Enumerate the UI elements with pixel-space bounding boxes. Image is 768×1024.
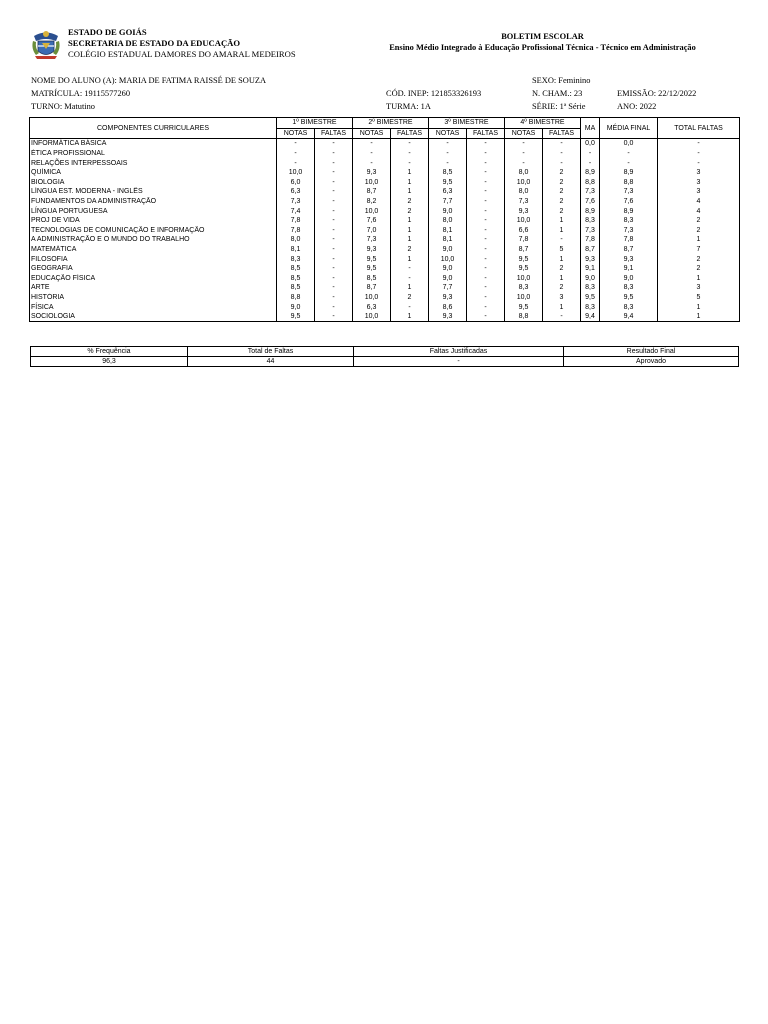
bim3-absences: -: [467, 264, 505, 274]
bim2-grade: 8,5: [353, 274, 391, 284]
bim2-absences: 1: [391, 226, 429, 236]
bim1-absences: -: [315, 168, 353, 178]
bim3-grade: -: [429, 139, 467, 149]
bim4-grade: 8,3: [505, 283, 543, 293]
table-row: [30, 264, 740, 274]
bim4-grade: 10,0: [505, 293, 543, 303]
bim4-absences: 2: [543, 187, 581, 197]
bim4-absences: 1: [543, 274, 581, 284]
bim1-absences: -: [315, 206, 353, 216]
bim2-absences: 1: [391, 283, 429, 293]
table-row: [30, 178, 740, 188]
ma-value: 8,9: [581, 206, 600, 216]
summary-header-row: [31, 347, 739, 357]
bim3-absences: -: [467, 149, 505, 159]
bim1-absences: -: [315, 283, 353, 293]
final-average: 9,0: [600, 274, 658, 284]
bim1-absences: -: [315, 312, 353, 322]
bim4-absences: 2: [543, 283, 581, 293]
summary-value-row: [31, 357, 739, 367]
bim3-absences: -: [467, 293, 505, 303]
total-absences: 5: [658, 293, 740, 303]
bim1-grade: 9,5: [277, 312, 315, 322]
faltas-header: FALTAS: [467, 128, 505, 139]
total-absences: 2: [658, 254, 740, 264]
bim3-absences: -: [467, 187, 505, 197]
subject-name: TECNOLOGIAS DE COMUNICAÇÃO E INFORMAÇÃO: [30, 226, 277, 236]
ma-value: -: [581, 158, 600, 168]
summary-table: [30, 346, 739, 367]
bim1-absences: -: [315, 302, 353, 312]
subject-name: ARTE: [30, 283, 277, 293]
document-title: BOLETIM ESCOLAR: [501, 32, 584, 41]
bim4-absences: -: [543, 158, 581, 168]
final-average: 8,9: [600, 206, 658, 216]
bim4-absences: 3: [543, 293, 581, 303]
bim2-absences: -: [391, 274, 429, 284]
course-name: Ensino Médio Integrado à Educação Profissional Técnica - Técnico em Administração: [389, 43, 696, 52]
table-header-row: [30, 118, 740, 129]
table-row: [30, 312, 740, 322]
final-average: 8,3: [600, 216, 658, 226]
bim3-absences: -: [467, 216, 505, 226]
final-average: 8,8: [600, 178, 658, 188]
bim2-grade: 10,0: [353, 293, 391, 303]
bim1-grade: -: [277, 158, 315, 168]
bimester-1-header: 1º BIMESTRE: [277, 118, 353, 129]
final-result-label: Resultado Final: [564, 347, 739, 357]
table-row: [30, 283, 740, 293]
table-row: [30, 206, 740, 216]
grades-table: [29, 117, 740, 322]
bim4-grade: -: [505, 149, 543, 159]
bim4-absences: -: [543, 235, 581, 245]
final-average: 0,0: [600, 139, 658, 149]
bim1-absences: -: [315, 293, 353, 303]
bim4-absences: 1: [543, 302, 581, 312]
ma-value: 7,3: [581, 226, 600, 236]
final-average: 9,5: [600, 293, 658, 303]
subject-name: MATEMÁTICA: [30, 245, 277, 255]
faltas-header: FALTAS: [391, 128, 429, 139]
table-row: [30, 158, 740, 168]
bim3-grade: -: [429, 158, 467, 168]
components-header: COMPONENTES CURRICULARES: [30, 118, 277, 139]
final-average: 8,9: [600, 168, 658, 178]
bimester-3-header: 3º BIMESTRE: [429, 118, 505, 129]
total-absences: 1: [658, 312, 740, 322]
bim1-grade: 8,0: [277, 235, 315, 245]
subject-name: HISTÓRIA: [30, 293, 277, 303]
total-absences: 4: [658, 206, 740, 216]
bim3-grade: 9,0: [429, 274, 467, 284]
bim4-grade: 6,6: [505, 226, 543, 236]
bim3-grade: 8,5: [429, 168, 467, 178]
bim1-grade: -: [277, 149, 315, 159]
subject-name: FÍSICA: [30, 302, 277, 312]
table-row: [30, 254, 740, 264]
bim2-absences: 2: [391, 293, 429, 303]
bim4-grade: -: [505, 139, 543, 149]
bim1-grade: 7,8: [277, 216, 315, 226]
student-shift: TURNO: Matutino: [31, 102, 95, 111]
bim3-grade: 9,5: [429, 178, 467, 188]
total-absences: 2: [658, 264, 740, 274]
notas-header: NOTAS: [353, 128, 391, 139]
bim2-grade: 10,0: [353, 206, 391, 216]
bim4-absences: 2: [543, 197, 581, 207]
final-average: 8,3: [600, 302, 658, 312]
ma-value: 0,0: [581, 139, 600, 149]
total-absences: 1: [658, 235, 740, 245]
bim1-absences: -: [315, 254, 353, 264]
ma-value: 9,1: [581, 264, 600, 274]
faltas-header: FALTAS: [543, 128, 581, 139]
table-row: [30, 245, 740, 255]
bim3-absences: -: [467, 235, 505, 245]
bim4-absences: 1: [543, 254, 581, 264]
subject-name: LÍNGUA PORTUGUESA: [30, 206, 277, 216]
bim4-absences: 2: [543, 168, 581, 178]
bim2-grade: 7,3: [353, 235, 391, 245]
final-average: 8,7: [600, 245, 658, 255]
bim1-grade: 10,0: [277, 168, 315, 178]
final-average-header: MÉDIA FINAL: [600, 118, 658, 139]
bimester-2-header: 2º BIMESTRE: [353, 118, 429, 129]
bim1-grade: 8,8: [277, 293, 315, 303]
subject-name: A ADMINISTRAÇÃO E O MUNDO DO TRABALHO: [30, 235, 277, 245]
bim4-grade: 9,3: [505, 206, 543, 216]
bim1-grade: 8,1: [277, 245, 315, 255]
bim2-absences: 1: [391, 178, 429, 188]
final-average: 9,1: [600, 264, 658, 274]
document-title-block: [380, 31, 705, 53]
bim2-absences: -: [391, 149, 429, 159]
bim1-grade: 8,3: [277, 254, 315, 264]
total-absences: 3: [658, 168, 740, 178]
table-row: [30, 168, 740, 178]
bim3-absences: -: [467, 206, 505, 216]
school-year: ANO: 2022: [617, 102, 657, 111]
table-row: [30, 187, 740, 197]
bim4-grade: 8,7: [505, 245, 543, 255]
bim2-grade: -: [353, 158, 391, 168]
bim2-absences: 1: [391, 235, 429, 245]
bim2-grade: 8,7: [353, 283, 391, 293]
bim3-grade: 9,0: [429, 206, 467, 216]
call-number: N. CHAM.: 23: [532, 89, 583, 98]
bim2-grade: 10,0: [353, 312, 391, 322]
subject-name: PROJ DE VIDA: [30, 216, 277, 226]
inep-code: CÓD. INEP: 121853326193: [386, 89, 482, 98]
bim3-grade: -: [429, 149, 467, 159]
final-average: 8,3: [600, 283, 658, 293]
bim4-grade: 10,0: [505, 274, 543, 284]
bim4-absences: 1: [543, 216, 581, 226]
total-absences: 7: [658, 245, 740, 255]
subject-name: FUNDAMENTOS DA ADMINISTRAÇÃO: [30, 197, 277, 207]
ma-value: 9,5: [581, 293, 600, 303]
state-name: ESTADO DE GOIÁS: [68, 27, 147, 37]
ma-value: 9,0: [581, 274, 600, 284]
subject-name: BIOLOGIA: [30, 178, 277, 188]
issue-date: EMISSÃO: 22/12/2022: [617, 89, 697, 98]
total-absences: 2: [658, 216, 740, 226]
bim2-grade: 7,6: [353, 216, 391, 226]
bim1-absences: -: [315, 245, 353, 255]
table-row: [30, 149, 740, 159]
ma-value: 8,8: [581, 178, 600, 188]
school-header: [68, 27, 296, 60]
bim3-grade: 7,7: [429, 197, 467, 207]
student-class: TURMA: 1A: [386, 102, 431, 111]
total-absences: -: [658, 139, 740, 149]
ma-value: 8,3: [581, 283, 600, 293]
bim1-grade: 9,0: [277, 302, 315, 312]
goias-coat-of-arms-icon: [30, 27, 62, 61]
total-absences: 3: [658, 283, 740, 293]
bim2-grade: -: [353, 139, 391, 149]
subject-name: SOCIOLOGIA: [30, 312, 277, 322]
final-average: -: [600, 158, 658, 168]
ma-value: 8,9: [581, 168, 600, 178]
final-average: 7,3: [600, 226, 658, 236]
bim4-grade: 10,0: [505, 216, 543, 226]
bim4-absences: -: [543, 312, 581, 322]
bim3-absences: -: [467, 245, 505, 255]
subject-name: INFORMÁTICA BÁSICA: [30, 139, 277, 149]
final-average: 9,4: [600, 312, 658, 322]
bim1-grade: 8,5: [277, 264, 315, 274]
notas-header: NOTAS: [429, 128, 467, 139]
total-absences: 1: [658, 274, 740, 284]
subject-name: FILOSOFIA: [30, 254, 277, 264]
bim4-grade: -: [505, 158, 543, 168]
ma-value: 8,3: [581, 216, 600, 226]
bim2-absences: -: [391, 158, 429, 168]
bim2-grade: 10,0: [353, 178, 391, 188]
student-sex: SEXO: Feminino: [532, 76, 591, 85]
bim1-absences: -: [315, 178, 353, 188]
final-result-value: Aprovado: [564, 357, 739, 367]
bim1-absences: -: [315, 187, 353, 197]
final-average: 7,8: [600, 235, 658, 245]
ma-value: 8,7: [581, 245, 600, 255]
table-row: [30, 139, 740, 149]
bim2-absences: -: [391, 302, 429, 312]
bim1-absences: -: [315, 139, 353, 149]
bim3-grade: 7,7: [429, 283, 467, 293]
bim3-absences: -: [467, 178, 505, 188]
bim4-grade: 8,8: [505, 312, 543, 322]
bim4-grade: 7,3: [505, 197, 543, 207]
bim2-absences: -: [391, 139, 429, 149]
bim2-grade: 9,5: [353, 254, 391, 264]
subject-name: QUÍMICA: [30, 168, 277, 178]
bim2-grade: 8,7: [353, 187, 391, 197]
bim1-grade: 7,3: [277, 197, 315, 207]
bim1-absences: -: [315, 274, 353, 284]
notas-header: NOTAS: [505, 128, 543, 139]
bim3-grade: 8,6: [429, 302, 467, 312]
bim2-absences: 1: [391, 312, 429, 322]
bim4-grade: 9,5: [505, 254, 543, 264]
total-absences: -: [658, 158, 740, 168]
frequency-value: 96,3: [31, 357, 188, 367]
final-average: -: [600, 149, 658, 159]
ma-value: 9,4: [581, 312, 600, 322]
bim1-absences: -: [315, 226, 353, 236]
bim1-grade: 7,8: [277, 226, 315, 236]
bim3-absences: -: [467, 168, 505, 178]
student-matricula: MATRÍCULA: 19115577260: [31, 89, 131, 98]
bim3-absences: -: [467, 302, 505, 312]
subject-name: ÉTICA PROFISSIONAL: [30, 149, 277, 159]
bim3-absences: -: [467, 274, 505, 284]
bim3-absences: -: [467, 283, 505, 293]
bim4-grade: 9,5: [505, 302, 543, 312]
bim1-absences: -: [315, 149, 353, 159]
bim2-grade: 9,3: [353, 168, 391, 178]
bim1-grade: 8,5: [277, 283, 315, 293]
bim2-absences: 1: [391, 187, 429, 197]
bim4-absences: 5: [543, 245, 581, 255]
total-absences-header: TOTAL FALTAS: [658, 118, 740, 139]
bim3-absences: -: [467, 139, 505, 149]
justified-absences-value: -: [354, 357, 564, 367]
subject-name: EDUCAÇÃO FÍSICA: [30, 274, 277, 284]
bim2-absences: 2: [391, 245, 429, 255]
table-row: [30, 293, 740, 303]
total-absences-value: 44: [188, 357, 354, 367]
bim2-grade: 8,2: [353, 197, 391, 207]
bim3-grade: 9,0: [429, 245, 467, 255]
bim4-absences: 1: [543, 226, 581, 236]
total-absences: 3: [658, 178, 740, 188]
bim4-absences: 2: [543, 178, 581, 188]
bim1-grade: 7,4: [277, 206, 315, 216]
bim2-absences: -: [391, 264, 429, 274]
bim3-grade: 8,0: [429, 216, 467, 226]
total-absences: 4: [658, 197, 740, 207]
bim2-grade: -: [353, 149, 391, 159]
bim4-grade: 8,0: [505, 168, 543, 178]
total-absences-label: Total de Faltas: [188, 347, 354, 357]
bim2-absences: 1: [391, 254, 429, 264]
table-row: [30, 274, 740, 284]
bim1-grade: -: [277, 139, 315, 149]
table-row: [30, 216, 740, 226]
notas-header: NOTAS: [277, 128, 315, 139]
school-name: COLÉGIO ESTADUAL DAMORES DO AMARAL MEDEIROS: [68, 49, 296, 59]
bim4-absences: -: [543, 149, 581, 159]
bim2-absences: 1: [391, 216, 429, 226]
bim4-absences: 2: [543, 264, 581, 274]
subject-name: RELAÇÕES INTERPESSOAIS: [30, 158, 277, 168]
bim3-grade: 9,3: [429, 312, 467, 322]
total-absences: 3: [658, 187, 740, 197]
faltas-header: FALTAS: [315, 128, 353, 139]
ma-value: 7,8: [581, 235, 600, 245]
student-grade-level: SÉRIE: 1ª Série: [532, 102, 586, 111]
bim4-absences: 2: [543, 206, 581, 216]
ma-header: MA: [581, 118, 600, 139]
bim3-absences: -: [467, 158, 505, 168]
subject-name: LÍNGUA EST. MODERNA - INGLÊS: [30, 187, 277, 197]
final-average: 9,3: [600, 254, 658, 264]
bim2-absences: 1: [391, 168, 429, 178]
bim3-grade: 6,3: [429, 187, 467, 197]
bim3-grade: 10,0: [429, 254, 467, 264]
secretariat-name: SECRETARIA DE ESTADO DA EDUCAÇÃO: [68, 38, 241, 48]
bim3-grade: 9,0: [429, 264, 467, 274]
bim1-absences: -: [315, 235, 353, 245]
bim1-absences: -: [315, 264, 353, 274]
bim1-grade: 6,0: [277, 178, 315, 188]
bim4-grade: 7,8: [505, 235, 543, 245]
bim3-grade: 9,3: [429, 293, 467, 303]
table-row: [30, 197, 740, 207]
bim2-absences: 2: [391, 206, 429, 216]
total-absences: 2: [658, 226, 740, 236]
bim3-absences: -: [467, 254, 505, 264]
bim4-absences: -: [543, 139, 581, 149]
bim4-grade: 8,0: [505, 187, 543, 197]
bim1-absences: -: [315, 197, 353, 207]
bim3-absences: -: [467, 226, 505, 236]
table-row: [30, 235, 740, 245]
table-row: [30, 226, 740, 236]
bim1-absences: -: [315, 216, 353, 226]
ma-value: -: [581, 149, 600, 159]
bim4-grade: 10,0: [505, 178, 543, 188]
table-row: [30, 302, 740, 312]
bim3-grade: 8,1: [429, 226, 467, 236]
ma-value: 8,3: [581, 302, 600, 312]
total-absences: 1: [658, 302, 740, 312]
bim4-grade: 9,5: [505, 264, 543, 274]
bim2-grade: 9,3: [353, 245, 391, 255]
total-absences: -: [658, 149, 740, 159]
ma-value: 7,6: [581, 197, 600, 207]
bim2-grade: 7,0: [353, 226, 391, 236]
ma-value: 9,3: [581, 254, 600, 264]
bim3-absences: -: [467, 312, 505, 322]
bim1-grade: 6,3: [277, 187, 315, 197]
bim1-absences: -: [315, 158, 353, 168]
subject-name: GEOGRAFIA: [30, 264, 277, 274]
grades-body: [30, 139, 740, 322]
bim2-grade: 9,5: [353, 264, 391, 274]
ma-value: 7,3: [581, 187, 600, 197]
final-average: 7,6: [600, 197, 658, 207]
bim2-absences: 2: [391, 197, 429, 207]
frequency-label: % Frequência: [31, 347, 188, 357]
bim1-grade: 8,5: [277, 274, 315, 284]
bim2-grade: 6,3: [353, 302, 391, 312]
final-average: 7,3: [600, 187, 658, 197]
bim3-grade: 8,1: [429, 235, 467, 245]
justified-absences-label: Faltas Justificadas: [354, 347, 564, 357]
bim3-absences: -: [467, 197, 505, 207]
student-name: NOME DO ALUNO (A): MARIA DE FATIMA RAISSÉ DE SOUZA: [31, 76, 267, 85]
bimester-4-header: 4º BIMESTRE: [505, 118, 581, 129]
